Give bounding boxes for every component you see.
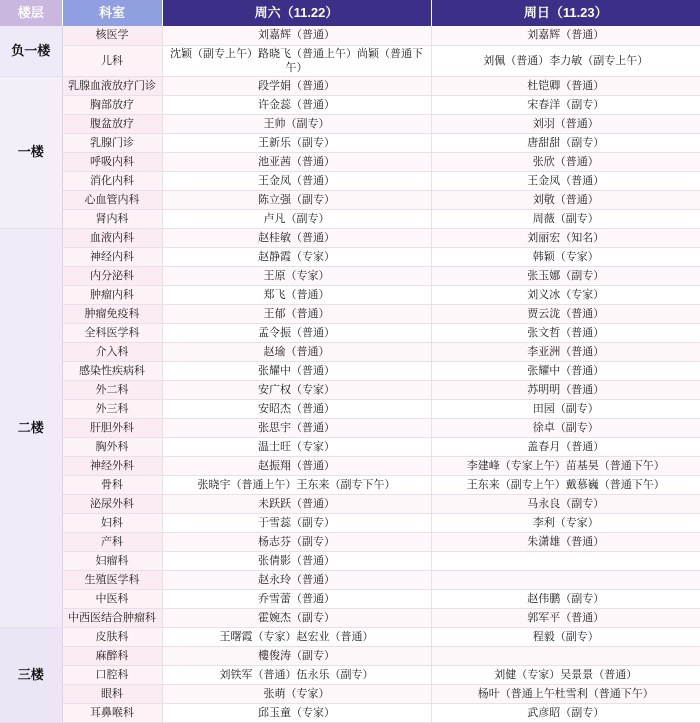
saturday-doctors: 张萌（专家）: [162, 684, 431, 703]
table-row: [0, 190, 700, 209]
table-row: [0, 76, 700, 95]
saturday-doctors: 池亚茜（普通）: [162, 152, 431, 171]
sunday-doctors: 宋春洋（副专）: [431, 95, 700, 114]
saturday-doctors: 乔雪蕾（普通）: [162, 589, 431, 608]
sunday-doctors: 贾云泷（普通）: [431, 304, 700, 323]
table-row: [0, 247, 700, 266]
department-name: 麻醉科: [62, 646, 162, 665]
sunday-doctors: 刘健（专家）吴景景（普通）: [431, 665, 700, 684]
sunday-doctors: 马永良（副专）: [431, 494, 700, 513]
department-name: 泌尿外科: [62, 494, 162, 513]
table-row: [0, 45, 700, 76]
saturday-doctors: 刘铁军（普通）伍永乐（副专）: [162, 665, 431, 684]
saturday-doctors: 段学娟（普通）: [162, 76, 431, 95]
table-row: [0, 152, 700, 171]
table-row: [0, 171, 700, 190]
sunday-doctors: 李亚洲（普通）: [431, 342, 700, 361]
floor-label: 二楼: [0, 228, 62, 627]
table-row: [0, 95, 700, 114]
table-row: [0, 627, 700, 646]
department-name: 呼吸内科: [62, 152, 162, 171]
sunday-doctors: 程毅（副专）: [431, 627, 700, 646]
table-row: [0, 304, 700, 323]
department-name: 生殖医学科: [62, 570, 162, 589]
department-name: 神经外科: [62, 456, 162, 475]
department-name: 内分泌科: [62, 266, 162, 285]
table-row: [0, 380, 700, 399]
saturday-doctors: 邱玉童（专家）: [162, 703, 431, 722]
saturday-doctors: 赵永玲（普通）: [162, 570, 431, 589]
sunday-doctors: 张玉娜（副专）: [431, 266, 700, 285]
saturday-doctors: 张耀中（普通）: [162, 361, 431, 380]
sunday-doctors: 李利（专家）: [431, 513, 700, 532]
table-row: [0, 646, 700, 665]
sunday-doctors: 王金凤（普通）: [431, 171, 700, 190]
department-name: 核医学: [62, 26, 162, 45]
floor-label: 一楼: [0, 76, 62, 228]
sunday-doctors: 苏明明（普通）: [431, 380, 700, 399]
saturday-doctors: 张倩影（普通）: [162, 551, 431, 570]
table-row: [0, 513, 700, 532]
saturday-doctors: 王原（专家）: [162, 266, 431, 285]
sunday-doctors: 盖春月（普通）: [431, 437, 700, 456]
table-row: [0, 570, 700, 589]
saturday-doctors: 未跃跃（普通）: [162, 494, 431, 513]
department-name: 儿科: [62, 45, 162, 76]
saturday-doctors: 赵桂敏（普通）: [162, 228, 431, 247]
table-row: [0, 608, 700, 627]
table-row: [0, 551, 700, 570]
saturday-doctors: 温士旺（专家）: [162, 437, 431, 456]
table-row: [0, 418, 700, 437]
saturday-doctors: 卢凡（副专）: [162, 209, 431, 228]
saturday-doctors: 安昭杰（普通）: [162, 399, 431, 418]
sunday-doctors: [431, 551, 700, 570]
saturday-doctors: 王帅（副专）: [162, 114, 431, 133]
sunday-doctors: 刘嘉辉（普通）: [431, 26, 700, 45]
table-row: [0, 228, 700, 247]
table-row: [0, 114, 700, 133]
sunday-doctors: 王东来（副专上午）戴慕巍（普通下午）: [431, 475, 700, 494]
table-row: [0, 342, 700, 361]
saturday-doctors: 沈颖（副专上午）路晓飞（普通上午）尚颖（普通下午）: [162, 45, 431, 76]
department-name: 耳鼻喉科: [62, 703, 162, 722]
table-row: [0, 665, 700, 684]
saturday-doctors: 刘嘉辉（普通）: [162, 26, 431, 45]
saturday-doctors: 赵静霞（专家）: [162, 247, 431, 266]
table-row: [0, 266, 700, 285]
department-name: 腹盆放疗: [62, 114, 162, 133]
column-header-department: 科室: [62, 0, 162, 26]
department-name: 肝胆外科: [62, 418, 162, 437]
sunday-doctors: 徐卓（副专）: [431, 418, 700, 437]
sunday-doctors: [431, 646, 700, 665]
sunday-doctors: 张文哲（普通）: [431, 323, 700, 342]
saturday-doctors: 王郁（普通）: [162, 304, 431, 323]
table-row: [0, 589, 700, 608]
saturday-doctors: 张思宇（普通）: [162, 418, 431, 437]
department-name: 外二科: [62, 380, 162, 399]
saturday-doctors: 安广权（专家）: [162, 380, 431, 399]
department-name: 中西医结合肿瘤科: [62, 608, 162, 627]
table-row: [0, 323, 700, 342]
sunday-doctors: 周薇（副专）: [431, 209, 700, 228]
table-row: [0, 475, 700, 494]
table-row: [0, 532, 700, 551]
department-name: 感染性疾病科: [62, 361, 162, 380]
table-row: [0, 399, 700, 418]
department-name: 肿瘤内科: [62, 285, 162, 304]
sunday-doctors: 韩颖（专家）: [431, 247, 700, 266]
table-row: [0, 361, 700, 380]
department-name: 骨科: [62, 475, 162, 494]
department-name: 中医科: [62, 589, 162, 608]
column-header-floor: 楼层: [0, 0, 62, 26]
sunday-doctors: 赵伟鹏（副专）: [431, 589, 700, 608]
floor-label: 负一楼: [0, 26, 62, 76]
saturday-doctors: 王新乐（副专）: [162, 133, 431, 152]
department-name: 全科医学科: [62, 323, 162, 342]
saturday-doctors: 郑飞（普通）: [162, 285, 431, 304]
table-row: [0, 494, 700, 513]
sunday-doctors: 刘羽（普通）: [431, 114, 700, 133]
sunday-doctors: 李建峰（专家上午）苗基昊（普通下午）: [431, 456, 700, 475]
sunday-doctors: 张欣（普通）: [431, 152, 700, 171]
sunday-doctors: 杨叶（普通上午杜雪利（普通下午）: [431, 684, 700, 703]
table-row: [0, 437, 700, 456]
saturday-doctors: 于雪蕊（副专）: [162, 513, 431, 532]
table-body: [0, 26, 700, 722]
saturday-doctors: 杨志芬（副专）: [162, 532, 431, 551]
table-row: [0, 133, 700, 152]
department-name: 产科: [62, 532, 162, 551]
saturday-doctors: 王金凤（普通）: [162, 171, 431, 190]
sunday-doctors: 刘义冰（专家）: [431, 285, 700, 304]
table-row: [0, 703, 700, 722]
table-row: [0, 684, 700, 703]
sunday-doctors: 唐甜甜（副专）: [431, 133, 700, 152]
saturday-doctors: 赵振翔（普通）: [162, 456, 431, 475]
saturday-doctors: 王曙霞（专家）赵宏业（普通）: [162, 627, 431, 646]
department-name: 血液内科: [62, 228, 162, 247]
department-name: 眼科: [62, 684, 162, 703]
department-name: 妇瘤科: [62, 551, 162, 570]
table-header: [0, 0, 700, 26]
department-name: 介入科: [62, 342, 162, 361]
header-row: [0, 0, 700, 26]
saturday-doctors: 许金蕊（普通）: [162, 95, 431, 114]
saturday-doctors: 孟令振（普通）: [162, 323, 431, 342]
department-name: 肿瘤免疫科: [62, 304, 162, 323]
department-name: 神经内科: [62, 247, 162, 266]
sunday-doctors: 武彦昭（副专）: [431, 703, 700, 722]
saturday-doctors: 赵瑜（普通）: [162, 342, 431, 361]
column-header-sunday: 周日（11.23）: [431, 0, 700, 26]
floor-label: 三楼: [0, 627, 62, 722]
department-name: 胸外科: [62, 437, 162, 456]
sunday-doctors: 杜铠卿（普通）: [431, 76, 700, 95]
department-name: 乳腺门诊: [62, 133, 162, 152]
department-name: 消化内科: [62, 171, 162, 190]
department-name: 外三科: [62, 399, 162, 418]
department-name: 口腔科: [62, 665, 162, 684]
sunday-doctors: 刘丽宏（知名）: [431, 228, 700, 247]
department-name: 心血管内科: [62, 190, 162, 209]
department-name: 胸部放疗: [62, 95, 162, 114]
sunday-doctors: 刘敬（普通）: [431, 190, 700, 209]
table-row: [0, 209, 700, 228]
column-header-saturday: 周六（11.22）: [162, 0, 431, 26]
saturday-doctors: 张晓宇（普通上午）王东来（副专下午）: [162, 475, 431, 494]
department-name: 肾内科: [62, 209, 162, 228]
sunday-doctors: 朱潇雄（普通）: [431, 532, 700, 551]
sunday-doctors: 田园（副专）: [431, 399, 700, 418]
table-row: [0, 456, 700, 475]
sunday-doctors: 张耀中（普通）: [431, 361, 700, 380]
table-row: [0, 285, 700, 304]
saturday-doctors: 霍婉杰（副专）: [162, 608, 431, 627]
sunday-doctors: [431, 570, 700, 589]
sunday-doctors: 郭军平（普通）: [431, 608, 700, 627]
department-name: 皮肤科: [62, 627, 162, 646]
department-name: 乳腺血液放疗门诊: [62, 76, 162, 95]
table-row: [0, 26, 700, 45]
saturday-doctors: 陈立强（副专）: [162, 190, 431, 209]
sunday-doctors: 刘佩（普通）李力敏（副专上午）: [431, 45, 700, 76]
saturday-doctors: 樓俊涛（副专）: [162, 646, 431, 665]
department-name: 妇科: [62, 513, 162, 532]
